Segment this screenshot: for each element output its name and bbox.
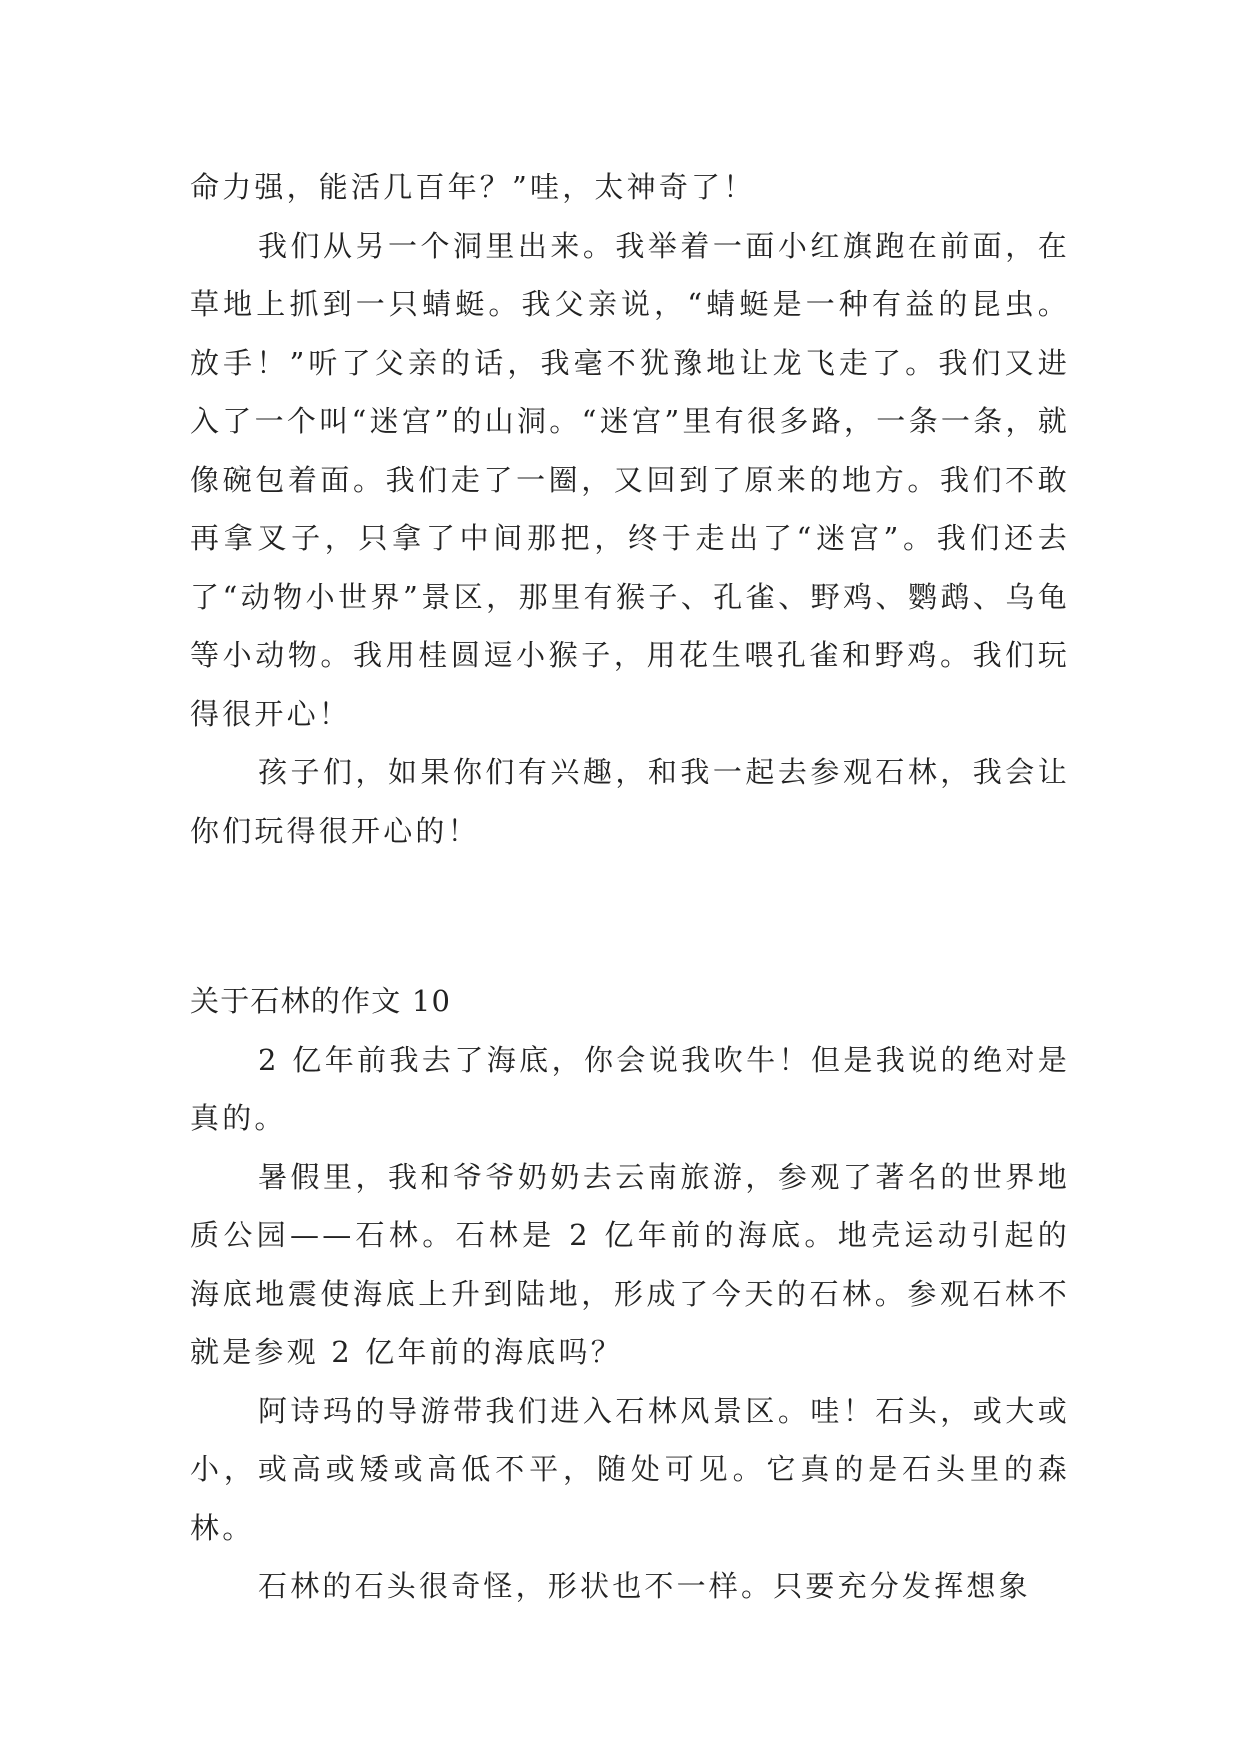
document-body: [190, 158, 1070, 1616]
paragraph-summer-trip: 暑假里，我和爷爷奶奶去云南旅游，参观了著名的世界地质公园——石林。石林是 2 亿年前的海底。地壳运动引起的海底地震使海底上升到陆地，形成了今天的石林。参观石林不就是参观 2 亿年前的海底吗？: [190, 1159, 1070, 1369]
continuation-paragraph: 命力强，能活几百年？”哇，太神奇了！: [190, 170, 756, 204]
section-title: 关于石林的作文 10: [190, 984, 452, 1018]
paragraph-seabed-claim: 2 亿年前我去了海底，你会说我吹牛！但是我说的绝对是真的。: [190, 1042, 1070, 1135]
paragraph-cave-exit: 我们从另一个洞里出来。我举着一面小红旗跑在前面，在草地上抓到一只蜻蜓。我父亲说，“蜻蜓是一种有益的昆虫。放手！”听了父亲的话，我毫不犹豫地让龙飞走了。我们又进入了一个叫“迷宫”的山洞。“迷宫”里有很多路，一条一条，就像碗包着面。我们走了一圈，又回到了原来的地方。我们不敢再拿叉子，只拿了中间那把，终于走出了“迷宫”。我们还去了“动物小世界”景区，那里有猴子、孔雀、野鸡、鹦鹉、乌龟等小动物。我用桂圆逗小猴子，用花生喂孔雀和野鸡。我们玩得很开心！: [190, 228, 1070, 731]
paragraph-guide: 阿诗玛的导游带我们进入石林风景区。哇！石头，或大或小，或高或矮或高低不平，随处可见。它真的是石头里的森林。: [190, 1393, 1070, 1545]
paragraph-invitation: 孩子们，如果你们有兴趣，和我一起去参观石林，我会让你们玩得很开心的！: [190, 755, 1070, 848]
paragraph-stone-shapes: 石林的石头很奇怪，形状也不一样。只要充分发挥想象: [258, 1569, 1031, 1603]
